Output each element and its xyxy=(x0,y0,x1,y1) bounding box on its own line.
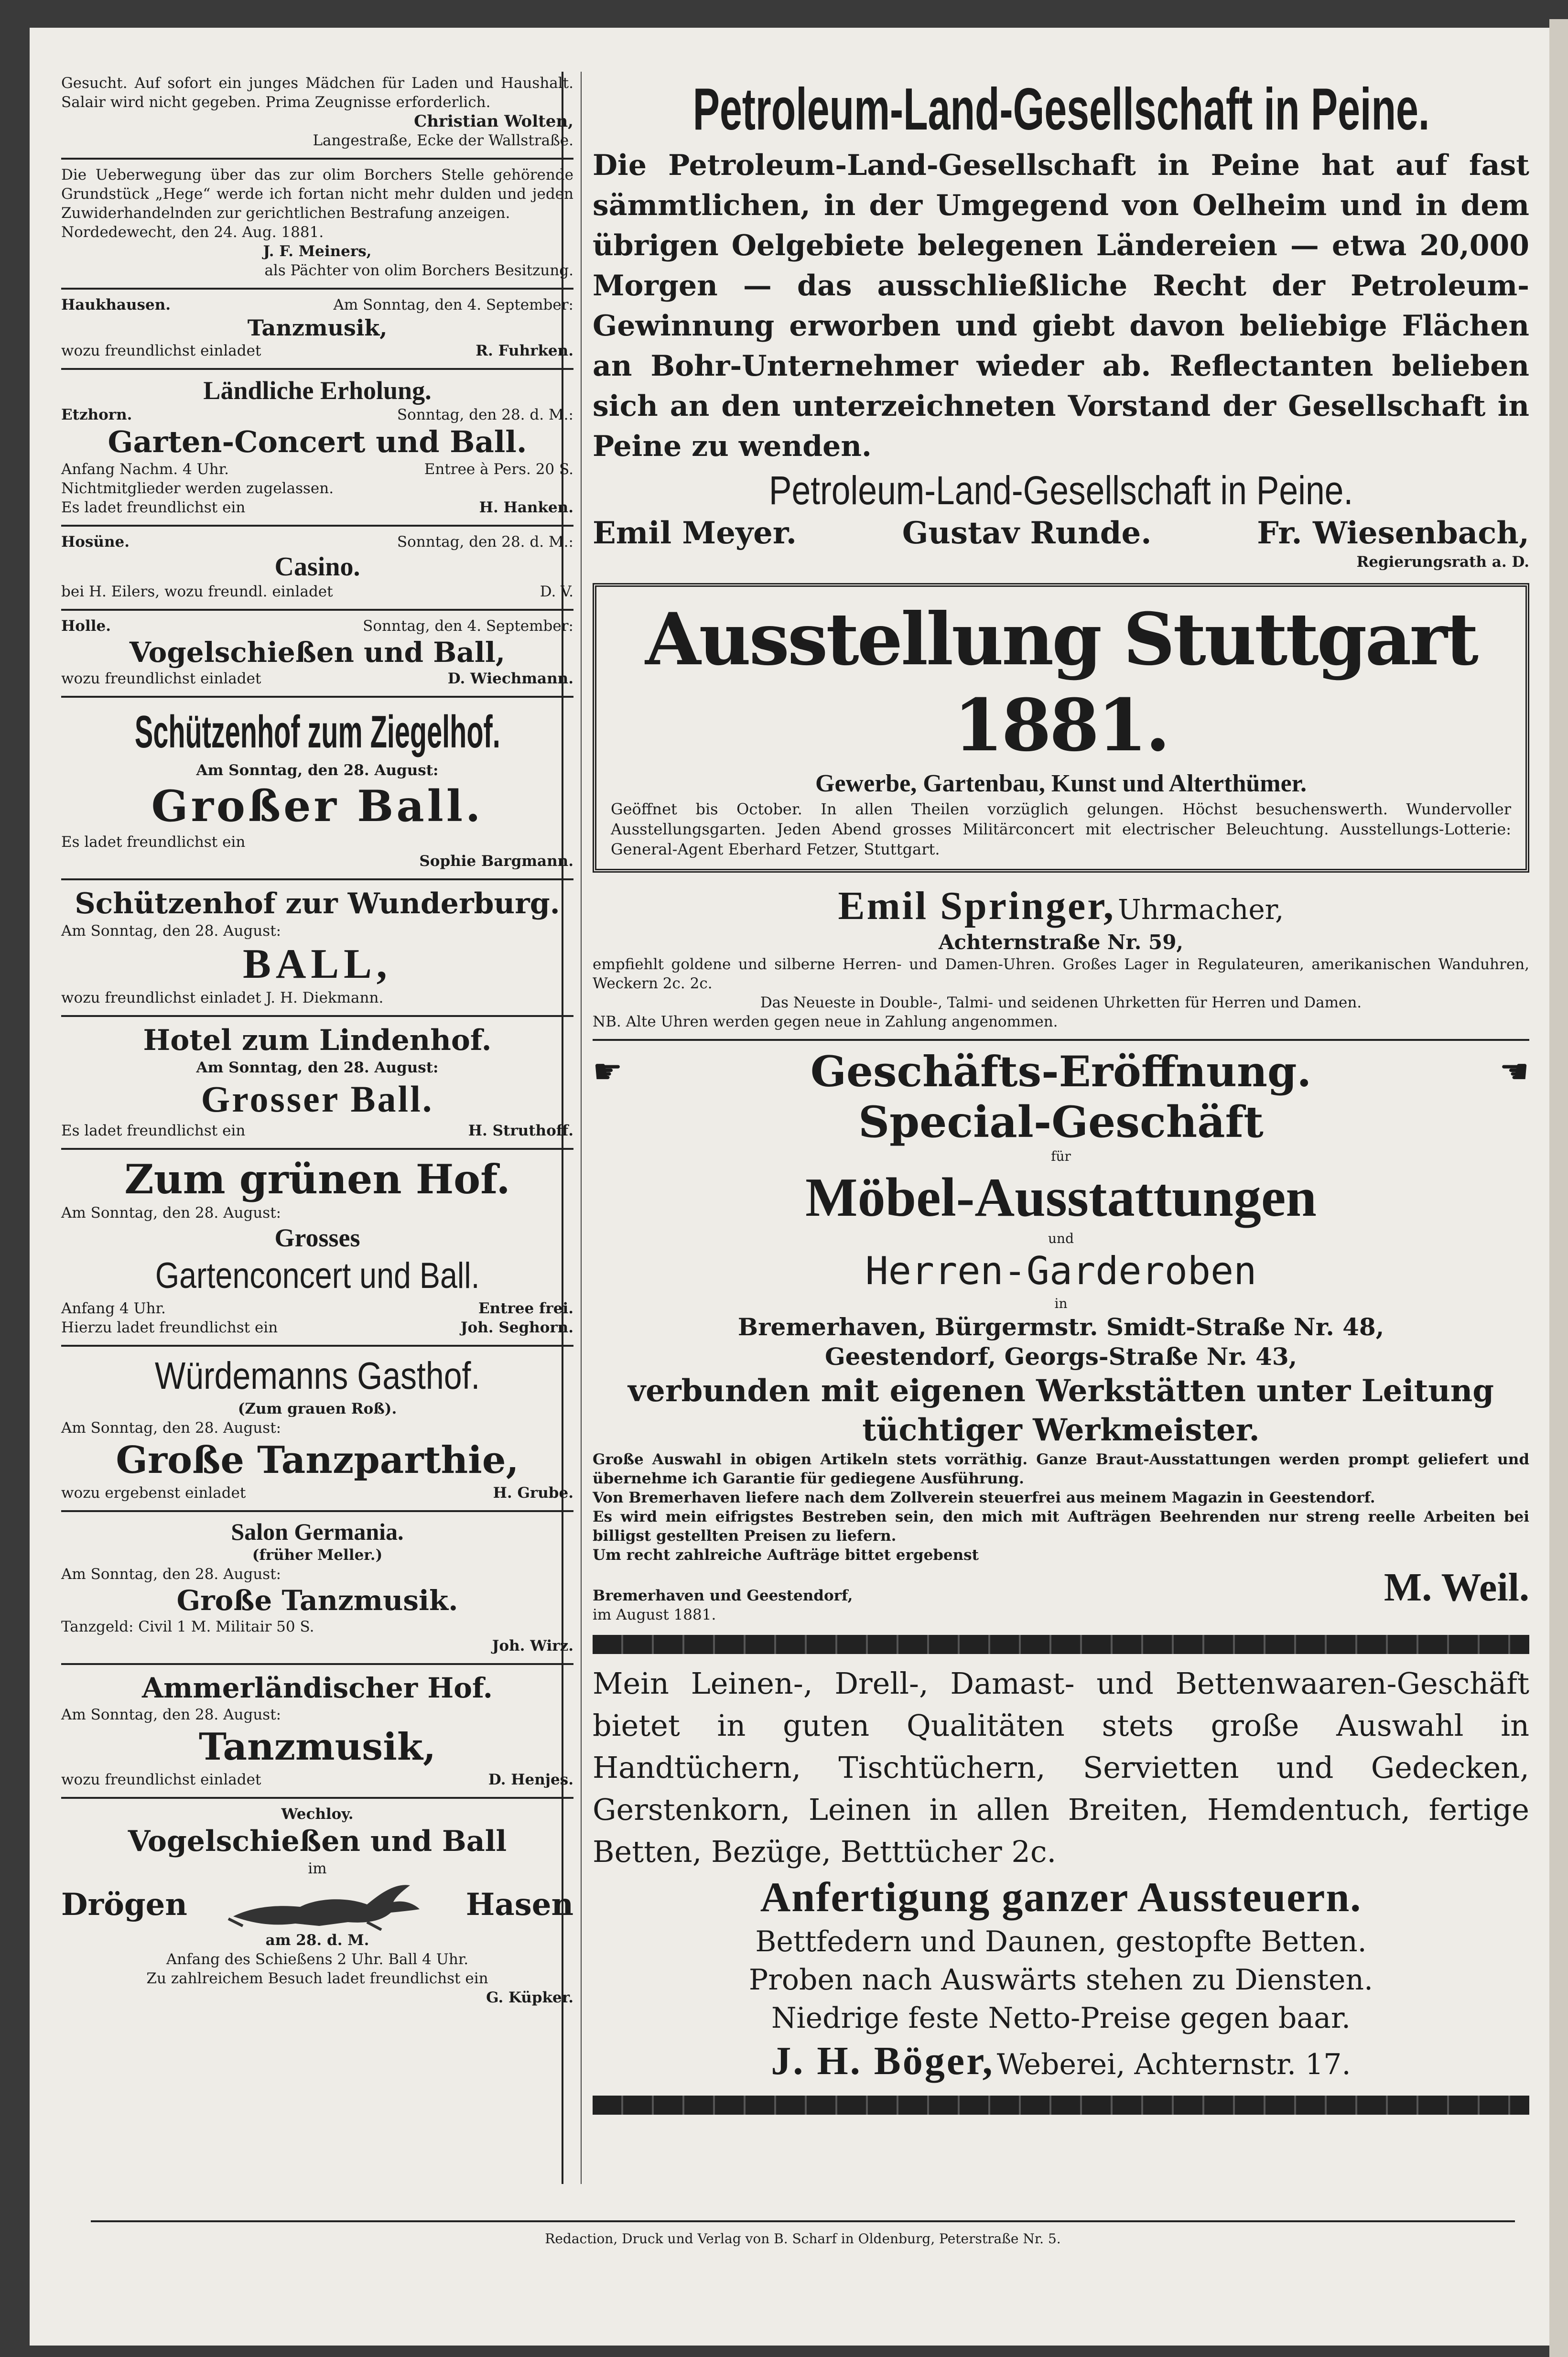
ad-date: Am Sonntag, den 28. August: xyxy=(61,922,281,940)
ad-name-3-title: Regierungsrath a. D. xyxy=(1356,553,1529,571)
ad-name: H. Hanken. xyxy=(479,499,573,516)
ad-text: Gesucht. Auf sofort ein junges Mädchen für Laden und Haushalt. Salair wird nicht gegeben. Prima Zeugnisse erforderlich. xyxy=(61,75,573,111)
ad-invite: Es ladet freundlichst ein xyxy=(61,499,246,516)
ad-sign: D. V. xyxy=(540,583,573,600)
ad-title: Salon Germania. xyxy=(231,1518,404,1545)
ad-title: Casino. xyxy=(274,552,360,582)
ad-trade: Uhrmacher, xyxy=(1117,893,1284,926)
ad-invite: wozu ergebenst einladet xyxy=(61,1484,246,1502)
ad-sub: Grosses xyxy=(274,1223,360,1252)
ad-big: Möbel-Ausstattungen xyxy=(805,1167,1317,1228)
ad-name: Joh. Wirz. xyxy=(492,1637,573,1654)
ad-text: Die Ueberwegung über das zur olim Borchers Stelle gehörende Grundstück „Hege“ werde ich fortan nicht mehr dulden und jeden Zuwiderhandelnden zur gerichtlichen Bestrafung anzeigen. xyxy=(61,166,573,222)
ad-title: Würdemanns Gasthof. xyxy=(154,1354,480,1397)
ad-line-1: Bremerhaven, Bürgermstr. Smidt-Straße Nr. 48, xyxy=(737,1313,1384,1341)
ad-name: H. Struthoff. xyxy=(468,1122,573,1139)
ad-wuerdemann xyxy=(61,1351,573,1506)
footer-rule xyxy=(91,2220,1515,2222)
ad-text-4: Um recht zahlreiche Aufträge bittet ergebenst xyxy=(593,1546,979,1564)
divider xyxy=(61,368,573,370)
ad-line-3: verbunden mit eigenen Werkstätten unter Leitung tüchtiger Werkmeister. xyxy=(627,1373,1494,1448)
ad-hosuene xyxy=(61,530,573,605)
divider xyxy=(593,1039,1529,1041)
ad-title: Tanzmusik, xyxy=(247,315,388,341)
ad-price: Entree à Pers. 20 S. xyxy=(424,461,573,478)
ad-gruener-hof xyxy=(61,1154,573,1341)
ad-time: Anfang des Schießens 2 Uhr. Ball 4 Uhr. xyxy=(166,1951,469,1968)
divider xyxy=(61,1148,573,1150)
ad-germania xyxy=(61,1516,573,1659)
ad-invite: bei H. Eilers, wozu freundl. einladet xyxy=(61,583,333,600)
divider xyxy=(61,696,573,698)
ad-sub: (früher Meller.) xyxy=(252,1546,383,1564)
ad-date: Am Sonntag, den 28. August: xyxy=(61,1706,281,1723)
ad-big-2: Herren-Garderoben xyxy=(865,1249,1257,1293)
divider xyxy=(61,1345,573,1347)
ad-name: Christian Wolten, xyxy=(414,112,573,131)
ad-price: Tanzgeld: Civil 1 M. Militair 50 S. xyxy=(61,1618,314,1635)
ad-sub: Petroleum-Land-Gesellschaft in Peine. xyxy=(768,468,1353,513)
ad-date: Am Sonntag, den 28. August: xyxy=(61,1419,281,1437)
ad-text-6: im August 1881. xyxy=(593,1606,716,1623)
ad-date: Am Sonntag, den 28. August: xyxy=(61,1204,281,1222)
ad-springer xyxy=(593,880,1529,1035)
ad-weil xyxy=(593,1045,1529,1628)
ad-date: am 28. d. M. xyxy=(265,1932,369,1949)
ad-nb: NB. xyxy=(593,1013,621,1030)
ad-text-5: Bremerhaven und Geestendorf, xyxy=(593,1587,853,1604)
ad-event: Große Tanzmusik. xyxy=(176,1584,458,1617)
divider xyxy=(61,1510,573,1512)
ad-note: als Pächter von olim Borchers Besitzung. xyxy=(264,262,573,279)
ad-event: Vogelschießen und Ball, xyxy=(129,636,506,669)
ad-line-3: Niedrige feste Netto-Preise gegen baar. xyxy=(771,2001,1351,2035)
ad-line-1: Bettfedern und Daunen, gestopfte Betten. xyxy=(755,1925,1367,1958)
ad-address: Weberei, Achternstr. 17. xyxy=(996,2048,1351,2081)
imprint: Redaction, Druck und Verlag von B. Scharf in Oldenburg, Peterstraße Nr. 5. xyxy=(545,2231,1061,2247)
ad-name: D. Henjes. xyxy=(488,1771,573,1788)
ad-ammerland xyxy=(61,1669,573,1793)
ad-invite: wozu freundlichst einladet J. H. Diekmann. xyxy=(61,989,384,1006)
ad-date: Am Sonntag, den 28. August: xyxy=(196,1059,439,1076)
ad-im: im xyxy=(308,1860,327,1877)
ad-note: Nichtmitglieder werden zugelassen. xyxy=(61,480,334,497)
ad-word-droegen: Drögen xyxy=(61,1886,187,1923)
ad-name-1: Emil Meyer. xyxy=(593,515,797,551)
ad-event: Vogelschießen und Ball xyxy=(128,1825,507,1858)
ad-ziegelhof xyxy=(61,702,573,875)
divider xyxy=(61,878,573,880)
ad-name: J. H. Böger, xyxy=(771,2039,995,2083)
ad-sub: Special-Geschäft xyxy=(858,1097,1264,1147)
ad-gesucht xyxy=(61,72,573,154)
ad-address: Langestraße, Ecke der Wallstraße. xyxy=(313,132,573,149)
ad-big: Anfertigung ganzer Aussteuern. xyxy=(760,1874,1362,1921)
ad-place: Etzhorn. xyxy=(61,406,132,423)
ad-address: Achternstraße Nr. 59, xyxy=(938,930,1184,954)
ad-name-2: Gustav Runde. xyxy=(902,515,1152,551)
ad-line-2: Proben nach Auswärts stehen zu Diensten. xyxy=(748,1963,1373,1997)
ad-petroleum xyxy=(593,72,1529,575)
ad-title: Hotel zum Lindenhof. xyxy=(143,1024,492,1057)
ad-date: Sonntag, den 28. d. M.: xyxy=(397,406,573,423)
ad-meiners xyxy=(61,163,573,284)
ad-date: Am Sonntag, den 28. August: xyxy=(196,762,439,779)
ad-title: Zum grünen Hof. xyxy=(124,1156,510,1203)
ad-date: Sonntag, den 4. September: xyxy=(363,617,573,635)
ad-event: Gartenconcert und Ball. xyxy=(155,1255,480,1296)
ad-event: Garten-Concert und Ball. xyxy=(108,424,527,459)
ornament-bar xyxy=(593,1635,1529,1654)
ad-title: Ländliche Erholung. xyxy=(203,376,432,405)
ad-name: Sophie Bargmann. xyxy=(419,853,573,870)
ad-etzhorn xyxy=(61,374,573,521)
right-column xyxy=(593,72,1529,2121)
ad-event: Großer Ball. xyxy=(151,781,484,832)
ad-event: Grosser Ball. xyxy=(201,1078,434,1120)
ad-name: Emil Springer, xyxy=(838,884,1115,928)
ad-und: und xyxy=(1048,1231,1074,1246)
ad-word-hasen: Hasen xyxy=(465,1886,573,1923)
ad-place: Wechloy. xyxy=(281,1806,354,1823)
divider xyxy=(61,1663,573,1665)
ad-boeger xyxy=(593,1661,1529,2089)
ad-name-3: Fr. Wiesenbach, xyxy=(1257,515,1529,551)
ad-wechloy xyxy=(61,1803,573,2011)
ad-name: Joh. Seghorn. xyxy=(460,1319,573,1336)
ad-date: Am Sonntag, den 28. August: xyxy=(61,1566,281,1583)
ad-name: G. Küpker. xyxy=(486,1989,573,2006)
ad-lindenhof xyxy=(61,1021,573,1144)
ad-place: Haukhausen. xyxy=(61,296,171,314)
ad-sub: Gewerbe, Gartenbau, Kunst und Alterthümer. xyxy=(815,770,1307,797)
ad-name: J. F. Meiners, xyxy=(263,243,372,260)
ad-event: Tanzmusik, xyxy=(198,1725,436,1769)
ad-event: Große Tanzparthie, xyxy=(116,1438,519,1482)
ad-text: Geöffnet bis October. In allen Theilen vorzüglich gelungen. Höchst besuchenswerth. Wundervoller Ausstellungsgarten. Jeden Abend grosses Militärconcert mit electrischer Beleuchtung. Ausstellungs-Lotterie: General-Agent Eberhard Fetzer, Stuttgart. xyxy=(611,800,1511,858)
ad-time: Anfang 4 Uhr. xyxy=(61,1300,166,1317)
ad-title: Schützenhof zum Ziegelhof. xyxy=(134,706,500,757)
ad-holle xyxy=(61,615,573,692)
divider xyxy=(61,288,573,290)
ad-place: Nordedewecht, den 24. Aug. 1881. xyxy=(61,224,324,241)
ad-stuttgart xyxy=(593,583,1529,873)
divider xyxy=(61,1797,573,1799)
divider xyxy=(61,1015,573,1017)
column-rule-inner xyxy=(581,72,582,2184)
ad-title: Schützenhof zur Wunderburg. xyxy=(75,887,560,920)
ad-sub: (Zum grauen Roß). xyxy=(238,1400,397,1417)
ad-text-2: Von Bremerhaven liefere nach dem Zollverein steuerfrei aus meinem Magazin in Geestendorf. xyxy=(593,1489,1375,1506)
ad-text: empfiehlt goldene und silberne Herren- und Damen-Uhren. Großes Lager in Regulateuren, amerikanischen Wanduhren, Weckern 2c. 2c. xyxy=(593,956,1529,992)
ad-title: Ausstellung Stuttgart 1881. xyxy=(645,597,1477,768)
ad-name: H. Grube. xyxy=(493,1484,573,1502)
ad-name: R. Fuhrken. xyxy=(476,342,573,359)
ad-invite: wozu freundlichst einladet xyxy=(61,670,261,687)
ad-title: Ammerländischer Hof. xyxy=(142,1672,493,1704)
ad-invite: Zu zahlreichem Besuch ladet freundlichst ein xyxy=(146,1970,488,1987)
ad-text-3: Es wird mein eifrigstes Bestreben sein, den mich mit Aufträgen Beehrenden nur streng reelle Arbeiten bei billigst gestellten Preisen zu liefern. xyxy=(593,1508,1529,1545)
ad-time: Anfang Nachm. 4 Uhr. xyxy=(61,461,229,478)
ad-invite: wozu freundlichst einladet xyxy=(61,1771,261,1788)
ad-invite: Es ladet freundlichst ein xyxy=(61,833,246,851)
ad-haukhausen xyxy=(61,293,573,364)
pointing-hand-right-icon: ☛ xyxy=(593,1052,623,1091)
ad-date: Am Sonntag, den 4. September: xyxy=(333,296,573,314)
ad-title: Geschäfts-Eröffnung. xyxy=(810,1047,1312,1096)
ornament-bar xyxy=(593,2096,1529,2115)
ad-place: Hosüne. xyxy=(61,533,130,551)
ad-title: Petroleum-Land-Gesellschaft in Peine. xyxy=(692,76,1429,142)
divider xyxy=(61,525,573,527)
ad-event: BALL, xyxy=(243,941,392,987)
ad-name: D. Wiechmann. xyxy=(447,670,573,687)
pointing-hand-left-icon: ☚ xyxy=(1499,1052,1529,1091)
divider xyxy=(61,158,573,160)
ad-text: Die Petroleum-Land-Gesellschaft in Peine hat auf fast sämmtlichen, in der Umgegend von Oelheim und in dem übrigen Oelgebiete belegenen Ländereien — etwa 20,000 Morgen — das ausschließliche Recht der Petroleum-Gewinnung erworben und giebt davon beliebige Flächen an Bohr-Unternehmer wieder ab. Reflectanten belieben sich an den unterzeichneten Vorstand der Gesellschaft in Peine zu wenden. xyxy=(593,149,1529,463)
left-column xyxy=(61,72,573,2011)
ad-place: Holle. xyxy=(61,617,111,635)
ad-date: Sonntag, den 28. d. M.: xyxy=(397,533,573,551)
ad-invite: Hierzu ladet freundlichst ein xyxy=(61,1319,278,1336)
hare-icon xyxy=(224,1878,429,1931)
ad-in: in xyxy=(1054,1296,1068,1311)
ad-text: Mein Leinen-, Drell-, Damast- und Bettenwaaren-Geschäft bietet in guten Qualitäten stets große Auswahl in Handtüchern, Tischtüchern, Servietten und Gedecken, Gerstenkorn, Leinen in allen Breiten, Hemdentuch, fertige Betten, Bezüge, Betttücher 2c. xyxy=(593,1666,1529,1869)
ad-line-2: Geestendorf, Georgs-Straße Nr. 43, xyxy=(824,1342,1298,1371)
ad-text-2: Das Neueste in Double-, Talmi- und seidenen Uhrketten für Herren und Damen. xyxy=(760,994,1362,1011)
page-edge xyxy=(1549,19,1568,2357)
ad-name: M. Weil. xyxy=(1384,1565,1529,1610)
ad-text-1: Große Auswahl in obigen Artikeln stets vorräthig. Ganze Braut-Ausstattungen werden prompt geliefert und übernehme ich Garantie für gediegene Ausführung. xyxy=(593,1451,1529,1487)
divider xyxy=(61,609,573,611)
ad-invite: wozu freundlichst einladet xyxy=(61,342,261,359)
ad-wunderburg xyxy=(61,884,573,1011)
ad-fuer: für xyxy=(1051,1148,1071,1164)
ad-price: Entree frei. xyxy=(478,1300,573,1317)
ad-invite: Es ladet freundlichst ein xyxy=(61,1122,246,1139)
ad-text-3: Alte Uhren werden gegen neue in Zahlung angenommen. xyxy=(626,1013,1058,1030)
